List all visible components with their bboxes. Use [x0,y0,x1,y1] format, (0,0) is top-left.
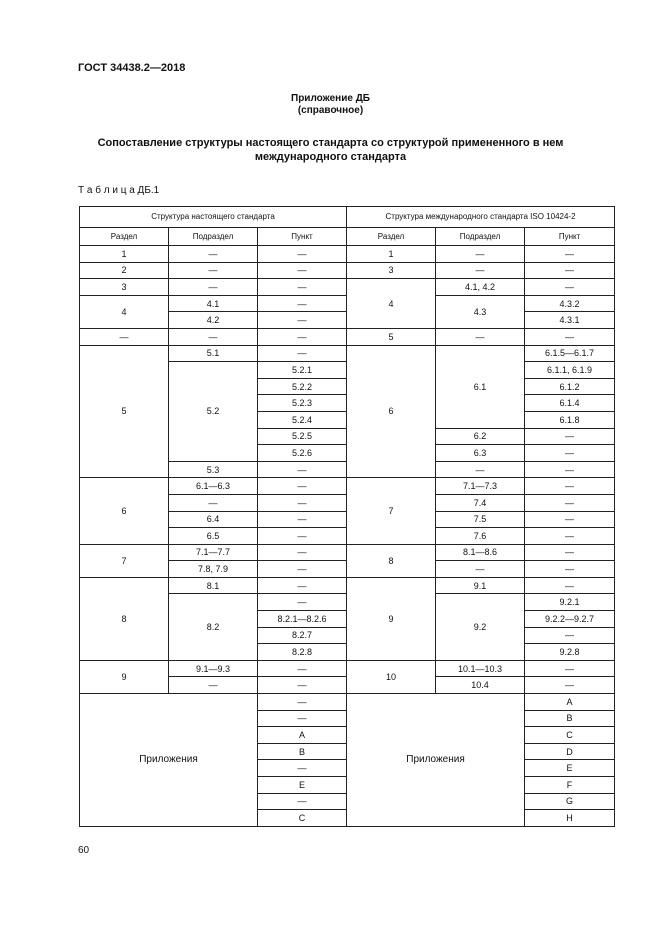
table-cell: B [258,743,347,760]
table-cell: — [258,594,347,611]
table-cell: — [169,328,258,345]
table-cell: 3 [347,262,436,279]
table-cell: 7.1—7.7 [169,544,258,561]
table-cell: 5.2.5 [258,428,347,445]
table-row [80,478,615,495]
table-cell: 6.1.1, 6.1.9 [525,362,615,379]
table-cell: — [258,660,347,677]
table-cell: 8.2 [169,594,258,660]
table-cell: — [525,677,615,694]
heading-line: международного стандарта [254,151,407,163]
table-cell: F [525,777,615,794]
table-cell: 6.1.4 [525,395,615,412]
header-section: Раздел [80,228,169,246]
table-cell: — [258,279,347,296]
table-cell: 6.1 [436,345,525,428]
table-cell: — [525,428,615,445]
table-cell: — [80,328,169,345]
appendices-label-this-standard: Приложения [80,694,258,827]
table-cell: 6.1.8 [525,411,615,428]
table-cell: — [258,561,347,578]
table-cell: — [436,461,525,478]
table-cell: 10.1—10.3 [436,660,525,677]
table-cell: — [258,494,347,511]
table-cell: 6 [80,478,169,544]
table-row [80,279,615,296]
table-cell: 5.2 [169,362,258,462]
table-cell: 7 [347,478,436,544]
table-cell: — [525,561,615,578]
table-cell: — [258,511,347,528]
table-row [80,262,615,279]
table-cell: 4 [80,295,169,328]
table-cell: 6.1.2 [525,378,615,395]
table-cell: A [258,727,347,744]
table-cell: C [258,810,347,827]
table-cell: — [258,528,347,545]
appendix-status: (справочное) [297,105,364,116]
table-cell: 7.8, 7.9 [169,561,258,578]
table-cell: 7.4 [436,494,525,511]
header-this-standard: Структура настоящего стандарта [80,207,347,228]
table-cell: A [525,694,615,711]
table-cell: — [436,561,525,578]
table-cell: 7.5 [436,511,525,528]
table-cell: 5.2.2 [258,378,347,395]
table-cell: 7.1—7.3 [436,478,525,495]
table-cell: — [258,544,347,561]
table-cell: 9.2.1 [525,594,615,611]
table-cell: — [258,478,347,495]
table-cell: — [525,461,615,478]
table-cell: 8.2.8 [258,644,347,661]
table-cell: 5.1 [169,345,258,362]
table-cell: 4.1 [169,295,258,312]
table-cell: — [525,445,615,462]
table-cell: — [525,577,615,594]
table-cell: G [525,793,615,810]
table-cell: — [525,660,615,677]
table-cell: 9.2.2—9.2.7 [525,611,615,628]
header-subsection: Подраздел [436,228,525,246]
table-cell: 6.5 [169,528,258,545]
table-cell: 5.3 [169,461,258,478]
table-cell: — [169,246,258,263]
table-cell: 5.2.3 [258,395,347,412]
table-cell: 6 [347,345,436,478]
table-cell: — [169,262,258,279]
table-cell: — [436,246,525,263]
table-row [80,328,615,345]
table-cell: D [525,743,615,760]
header-subsection: Подраздел [169,228,258,246]
table-cell: — [525,544,615,561]
table-cell: — [436,262,525,279]
table-cell: — [525,328,615,345]
table-cell: B [525,710,615,727]
table-row [80,694,615,711]
header-clause: Пункт [258,228,347,246]
table-cell: 9.1 [436,577,525,594]
table-row [80,345,615,362]
table-cell: 4.2 [169,312,258,329]
structure-comparison-table [79,206,615,827]
table-cell: 9.2.8 [525,644,615,661]
table-cell: 2 [80,262,169,279]
heading-line: Сопоставление структуры настоящего стандарта со структурой примененного в нем [97,137,564,149]
table-cell: — [258,710,347,727]
table-cell: — [258,295,347,312]
table-cell: 5.2.6 [258,445,347,462]
table-cell: — [525,528,615,545]
table-cell: 4.1, 4.2 [436,279,525,296]
table-cell: 5.2.4 [258,411,347,428]
table-cell: 5 [347,328,436,345]
table-cell: 3 [80,279,169,296]
table-cell: 8.1—8.6 [436,544,525,561]
table-cell: 1 [80,246,169,263]
table-cell: E [258,777,347,794]
table-cell: — [525,627,615,644]
table-row [80,246,615,263]
page-number: 60 [78,845,90,856]
table-subheader-row [80,228,615,246]
table-cell: C [525,727,615,744]
section-heading [90,136,571,164]
table-cell: — [258,793,347,810]
table-cell: 6.4 [169,511,258,528]
table-cell: — [258,312,347,329]
table-cell: 9 [347,577,436,660]
table-cell: 9 [80,660,169,693]
table-cell: 9.2 [436,594,525,660]
document-code: ГОСТ 34438.2—2018 [78,62,186,74]
table-cell: — [525,279,615,296]
table-row [80,577,615,594]
table-cell: 4.3.1 [525,312,615,329]
table-cell: 7.6 [436,528,525,545]
table-cell: 9.1—9.3 [169,660,258,677]
table-cell: — [525,511,615,528]
table-cell: — [258,262,347,279]
table-cell: — [525,478,615,495]
header-section: Раздел [347,228,436,246]
table-cell: 4.3 [436,295,525,328]
table-cell: 7 [80,544,169,577]
table-cell: — [258,328,347,345]
table-cell: 6.1.5—6.1.7 [525,345,615,362]
table-cell: H [525,810,615,827]
table-row [80,660,615,677]
header-clause: Пункт [525,228,615,246]
table-cell: 6.3 [436,445,525,462]
appendices-label-iso-standard: Приложения [347,694,525,827]
table-cell: 8 [347,544,436,577]
table-cell: — [525,494,615,511]
header-iso-standard: Структура международного стандарта ISO 10424-2 [347,207,615,228]
table-cell: 5.2.1 [258,362,347,379]
table-row [80,544,615,561]
table-cell: 8.2.7 [258,627,347,644]
table-cell: — [258,677,347,694]
table-cell: 4.3.2 [525,295,615,312]
table-cell: 10.4 [436,677,525,694]
table-cell: — [258,694,347,711]
table-cell: 1 [347,246,436,263]
table-cell: 8.2.1—8.2.6 [258,611,347,628]
table-cell: — [258,246,347,263]
table-cell: 10 [347,660,436,693]
table-cell: — [436,328,525,345]
table-cell: — [258,461,347,478]
table-cell: — [525,262,615,279]
table-cell: — [169,494,258,511]
table-cell: 8 [80,577,169,660]
appendix-title: Приложение ДБ [291,93,370,104]
table-cell: — [258,345,347,362]
table-cell: — [525,246,615,263]
table-caption: Т а б л и ц а ДБ.1 [78,185,160,196]
table-cell: — [258,760,347,777]
table-cell: — [169,677,258,694]
table-header-row [80,207,615,228]
table-cell: — [169,279,258,296]
table-cell: 8.1 [169,577,258,594]
table-cell: 6.1—6.3 [169,478,258,495]
table-cell: 5 [80,345,169,478]
table-cell: E [525,760,615,777]
table-cell: 6.2 [436,428,525,445]
table-cell: 4 [347,279,436,329]
table-cell: — [258,577,347,594]
